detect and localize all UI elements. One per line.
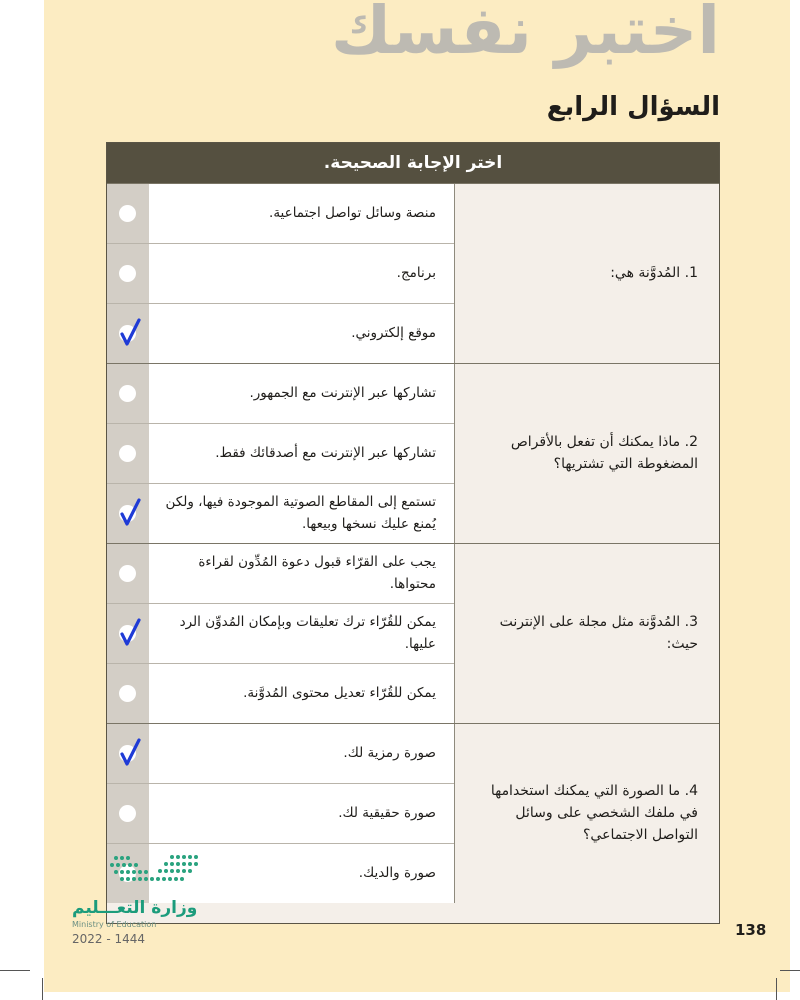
option-divider — [107, 603, 454, 604]
option-divider — [107, 663, 454, 664]
crop-mark — [780, 970, 800, 971]
checkmark-icon — [119, 497, 141, 527]
page-number: 138 — [735, 921, 767, 939]
radio-button[interactable] — [119, 685, 136, 702]
answer-option[interactable] — [107, 723, 454, 783]
crop-mark — [776, 978, 777, 1000]
answer-marker[interactable] — [107, 363, 149, 423]
radio-button[interactable] — [119, 445, 136, 462]
answer-marker[interactable] — [107, 663, 149, 723]
answer-marker[interactable] — [107, 423, 149, 483]
ministry-dots-icon — [72, 852, 212, 898]
ministry-name-ar: وزارة التعـــليم — [72, 898, 198, 918]
answer-marker[interactable] — [107, 483, 149, 543]
question-divider — [107, 723, 719, 724]
question-group — [107, 543, 719, 723]
ministry-logo — [72, 852, 212, 952]
answer-marker[interactable] — [107, 183, 149, 243]
answer-option-text: تشاركها عبر الإنترنت مع الجمهور. — [149, 363, 454, 423]
answer-option-text: موقع إلكتروني. — [149, 303, 454, 363]
option-divider — [107, 243, 454, 244]
checkmark-icon — [119, 617, 141, 647]
answer-option-text: منصة وسائل تواصل اجتماعية. — [149, 183, 454, 243]
answer-option[interactable] — [107, 243, 454, 303]
option-divider — [107, 483, 454, 484]
answer-marker[interactable] — [107, 303, 149, 363]
answer-option[interactable] — [107, 783, 454, 843]
answer-option[interactable] — [107, 543, 454, 603]
answer-marker[interactable] — [107, 783, 149, 843]
crop-mark — [0, 970, 30, 971]
answer-option-text: يمكن للقُرّاء تعديل محتوى المُدوَّنة. — [149, 663, 454, 723]
question-group — [107, 183, 719, 363]
option-divider — [107, 843, 454, 844]
question-divider — [107, 363, 719, 364]
answer-option-text: صورة والديك. — [149, 843, 454, 903]
question-title: السؤال الرابع — [546, 92, 720, 122]
checkmark-icon — [119, 737, 141, 767]
answer-option[interactable] — [107, 363, 454, 423]
option-divider — [107, 423, 454, 424]
answer-option[interactable] — [107, 303, 454, 363]
radio-button[interactable] — [119, 265, 136, 282]
answer-option[interactable] — [107, 423, 454, 483]
answer-option[interactable] — [107, 663, 454, 723]
answer-option-text: يجب على القرّاء قبول دعوة المُدِّون لقراءة محتواها. — [149, 543, 454, 603]
answer-option-text: يمكن للقُرّاء ترك تعليقات وبإمكان المُدوِّن الرد عليها. — [149, 603, 454, 663]
radio-button[interactable] — [119, 565, 136, 582]
answer-option[interactable] — [107, 483, 454, 543]
page-title: اختبر نفسك — [330, 0, 720, 69]
edition-year: 2022 - 1444 — [72, 932, 146, 946]
answer-option-text: صورة رمزية لك. — [149, 723, 454, 783]
question-divider — [107, 543, 719, 544]
answer-option-text: تشاركها عبر الإنترنت مع أصدقائك فقط. — [149, 423, 454, 483]
question-text: 1. المُدوَّنة هي: — [454, 183, 720, 363]
question-group — [107, 363, 719, 543]
quiz-table — [106, 142, 720, 924]
answer-marker[interactable] — [107, 543, 149, 603]
checkmark-icon — [119, 317, 141, 347]
option-divider — [107, 303, 454, 304]
question-divider — [107, 183, 719, 184]
radio-button[interactable] — [119, 385, 136, 402]
answer-marker[interactable] — [107, 723, 149, 783]
question-text: 2. ماذا يمكنك أن تفعل بالأقراص المضغوطة التي تشتريها؟ — [454, 363, 720, 543]
question-text: 3. المُدوَّنة مثل مجلة على الإنترنت حيث: — [454, 543, 720, 723]
answer-marker[interactable] — [107, 243, 149, 303]
crop-mark — [42, 978, 43, 1000]
option-divider — [107, 783, 454, 784]
answer-marker[interactable] — [107, 603, 149, 663]
radio-button[interactable] — [119, 805, 136, 822]
ministry-name-en: Ministry of Education — [72, 920, 157, 929]
instruction-header: اختر الإجابة الصحيحة. — [107, 143, 719, 183]
answer-option-text: تستمع إلى المقاطع الصوتية الموجودة فيها، ولكن يُمنع عليك نسخها وبيعها. — [149, 483, 454, 543]
question-text: 4. ما الصورة التي يمكنك استخدامها في ملفك الشخصي على وسائل التواصل الاجتماعي؟ — [454, 723, 720, 903]
answer-option[interactable] — [107, 603, 454, 663]
radio-button[interactable] — [119, 205, 136, 222]
answer-option-text: صورة حقيقية لك. — [149, 783, 454, 843]
answer-option[interactable] — [107, 183, 454, 243]
answer-option-text: برنامج. — [149, 243, 454, 303]
